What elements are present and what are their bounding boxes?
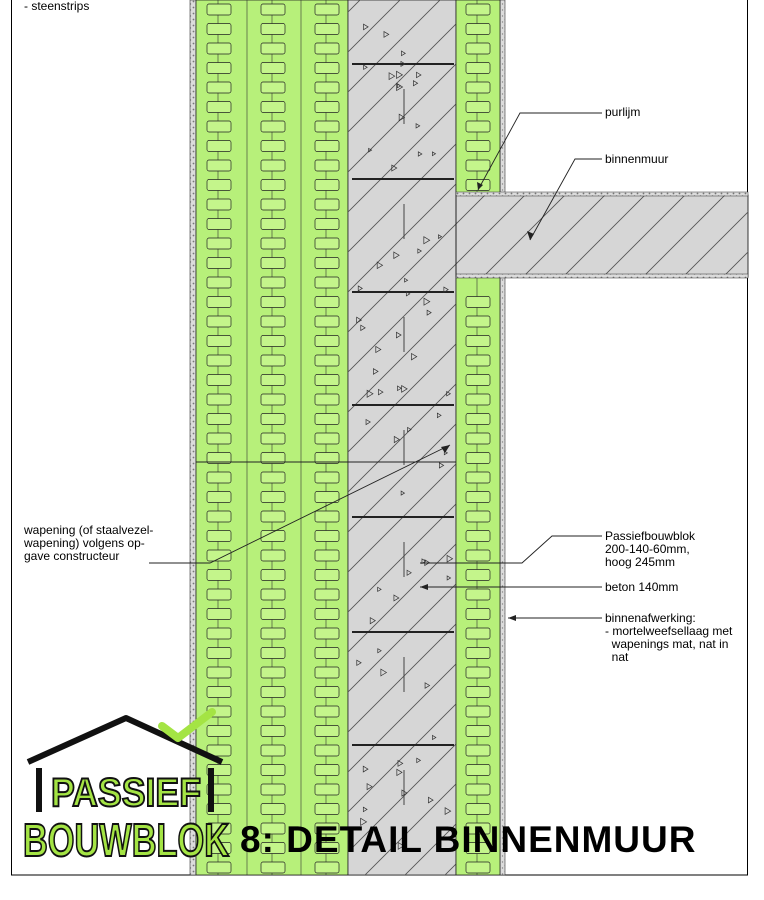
block-rib — [261, 121, 285, 132]
block-rib — [261, 492, 285, 503]
block-rib — [466, 745, 490, 756]
block-rib — [261, 180, 285, 191]
block-rib — [261, 745, 285, 756]
block-rib — [207, 82, 231, 93]
inner-finish-layer-lower — [500, 277, 505, 875]
block-rib — [261, 862, 285, 873]
block-rib — [315, 375, 339, 386]
block-rib — [207, 550, 231, 561]
block-rib — [207, 180, 231, 191]
block-rib — [261, 160, 285, 171]
block-rib — [315, 862, 339, 873]
block-rib — [207, 297, 231, 308]
block-rib — [315, 511, 339, 522]
block-rib — [207, 219, 231, 230]
block-rib — [207, 648, 231, 659]
block-rib — [207, 375, 231, 386]
block-rib — [466, 531, 490, 542]
block-rib — [466, 628, 490, 639]
block-rib — [261, 375, 285, 386]
block-rib — [315, 628, 339, 639]
block-rib — [207, 141, 231, 152]
block-rib — [261, 609, 285, 620]
block-rib — [315, 102, 339, 113]
block-rib — [315, 316, 339, 327]
block-rib — [315, 336, 339, 347]
block-rib — [315, 609, 339, 620]
block-rib — [207, 609, 231, 620]
block-rib — [261, 4, 285, 15]
block-rib — [315, 472, 339, 483]
block-rib — [466, 765, 490, 776]
block-rib — [466, 648, 490, 659]
block-rib — [315, 141, 339, 152]
inner-wall-slab-hatch — [456, 195, 748, 277]
block-rib — [261, 511, 285, 522]
block-rib — [315, 4, 339, 15]
label-binnenmuur: binnenmuur — [605, 152, 669, 166]
logo-line1: PASSIEF — [51, 771, 201, 815]
block-rib — [466, 472, 490, 483]
block-rib — [315, 570, 339, 581]
block-rib — [207, 687, 231, 698]
block-rib — [261, 102, 285, 113]
block-rib — [315, 43, 339, 54]
block-rib — [207, 394, 231, 405]
inner-wall-bottom-finish — [456, 274, 748, 278]
block-rib — [207, 4, 231, 15]
block-rib — [315, 648, 339, 659]
block-rib — [261, 199, 285, 210]
block-rib — [207, 277, 231, 288]
block-rib — [315, 667, 339, 678]
block-rib — [466, 160, 490, 171]
block-rib — [261, 297, 285, 308]
label-steenstrips: - steenstrips — [24, 0, 90, 13]
block-rib — [207, 336, 231, 347]
block-rib — [261, 316, 285, 327]
block-rib — [466, 394, 490, 405]
block-rib — [466, 297, 490, 308]
block-rib — [466, 492, 490, 503]
block-rib — [315, 414, 339, 425]
block-rib — [261, 804, 285, 815]
block-rib — [207, 238, 231, 249]
block-rib — [466, 804, 490, 815]
block-rib — [261, 336, 285, 347]
block-rib — [261, 258, 285, 269]
label-beton: beton 140mm — [605, 580, 679, 594]
block-rib — [315, 804, 339, 815]
block-rib — [207, 63, 231, 74]
block-rib — [207, 667, 231, 678]
block-rib — [261, 550, 285, 561]
block-rib — [466, 102, 490, 113]
passiefbouwblok-logo — [22, 712, 242, 866]
block-rib — [315, 63, 339, 74]
inner-finish-layer — [500, 0, 505, 195]
block-rib — [315, 687, 339, 698]
block-rib — [466, 550, 490, 561]
block-rib — [466, 511, 490, 522]
block-rib — [315, 355, 339, 366]
block-rib — [261, 394, 285, 405]
block-rib — [207, 316, 231, 327]
block-rib — [466, 414, 490, 425]
block-rib — [315, 706, 339, 717]
block-rib — [466, 43, 490, 54]
block-rib — [466, 375, 490, 386]
inner-wall-top-finish — [456, 192, 748, 196]
block-rib — [466, 141, 490, 152]
block-rib — [207, 43, 231, 54]
block-rib — [466, 316, 490, 327]
block-rib — [466, 862, 490, 873]
block-rib — [315, 433, 339, 444]
block-rib — [315, 531, 339, 542]
block-rib — [466, 687, 490, 698]
block-rib — [466, 453, 490, 464]
block-rib — [466, 355, 490, 366]
block-rib — [315, 394, 339, 405]
block-rib — [207, 102, 231, 113]
block-rib — [466, 589, 490, 600]
block-rib — [261, 277, 285, 288]
block-rib — [207, 199, 231, 210]
block-rib — [207, 258, 231, 269]
block-rib — [315, 745, 339, 756]
block-rib — [261, 648, 285, 659]
block-rib — [207, 355, 231, 366]
block-rib — [466, 63, 490, 74]
block-rib — [261, 726, 285, 737]
label-purlijm: purlijm — [605, 105, 641, 119]
label-wapening: wapening (of staalvezel- wapening) volgens op- gave constructeur — [24, 523, 154, 563]
block-rib — [261, 141, 285, 152]
block-rib — [315, 180, 339, 191]
block-rib — [207, 121, 231, 132]
block-rib — [315, 121, 339, 132]
block-rib — [261, 765, 285, 776]
block-rib — [315, 82, 339, 93]
block-rib — [261, 472, 285, 483]
block-rib — [315, 589, 339, 600]
block-rib — [261, 414, 285, 425]
block-rib — [207, 570, 231, 581]
block-rib — [315, 219, 339, 230]
block-rib — [261, 433, 285, 444]
block-rib — [261, 355, 285, 366]
block-rib — [315, 258, 339, 269]
block-rib — [466, 82, 490, 93]
label-passiefbouwblok: Passiefbouwblok 200-140-60mm, hoog 245mm — [605, 529, 696, 569]
block-rib — [466, 667, 490, 678]
block-rib — [207, 511, 231, 522]
block-rib — [207, 492, 231, 503]
block-rib — [315, 160, 339, 171]
block-rib — [261, 24, 285, 35]
block-rib — [466, 433, 490, 444]
block-rib — [261, 706, 285, 717]
block-rib — [261, 43, 285, 54]
block-rib — [466, 609, 490, 620]
block-rib — [261, 667, 285, 678]
block-rib — [207, 531, 231, 542]
block-rib — [466, 4, 490, 15]
block-rib — [207, 472, 231, 483]
block-rib — [261, 687, 285, 698]
block-rib — [207, 160, 231, 171]
block-rib — [261, 82, 285, 93]
block-rib — [315, 726, 339, 737]
block-rib — [207, 589, 231, 600]
block-rib — [261, 238, 285, 249]
logo-line2: BOUWBLOK — [23, 814, 229, 866]
block-rib — [315, 199, 339, 210]
block-rib — [261, 628, 285, 639]
block-rib — [261, 570, 285, 581]
block-rib — [261, 219, 285, 230]
block-rib — [466, 706, 490, 717]
block-rib — [261, 589, 285, 600]
block-rib — [315, 765, 339, 776]
checkmark-icon — [162, 712, 212, 738]
block-rib — [315, 550, 339, 561]
block-rib — [315, 277, 339, 288]
block-rib — [261, 784, 285, 795]
block-rib — [207, 24, 231, 35]
block-rib — [207, 414, 231, 425]
block-rib — [466, 570, 490, 581]
block-rib — [207, 433, 231, 444]
block-rib — [315, 297, 339, 308]
block-rib — [466, 784, 490, 795]
block-rib — [466, 121, 490, 132]
label-binnenafwerking: binnenafwerking: - mortelweefsellaag met wapenings mat, nat in nat — [605, 611, 733, 664]
block-rib — [315, 24, 339, 35]
drawing-title: 8: DETAIL BINNENMUUR — [240, 819, 697, 860]
block-rib — [466, 336, 490, 347]
block-rib — [315, 784, 339, 795]
block-rib — [315, 238, 339, 249]
block-rib — [466, 726, 490, 737]
block-rib — [466, 24, 490, 35]
block-rib — [207, 628, 231, 639]
concrete-core-hatch — [348, 0, 456, 875]
block-rib — [261, 63, 285, 74]
